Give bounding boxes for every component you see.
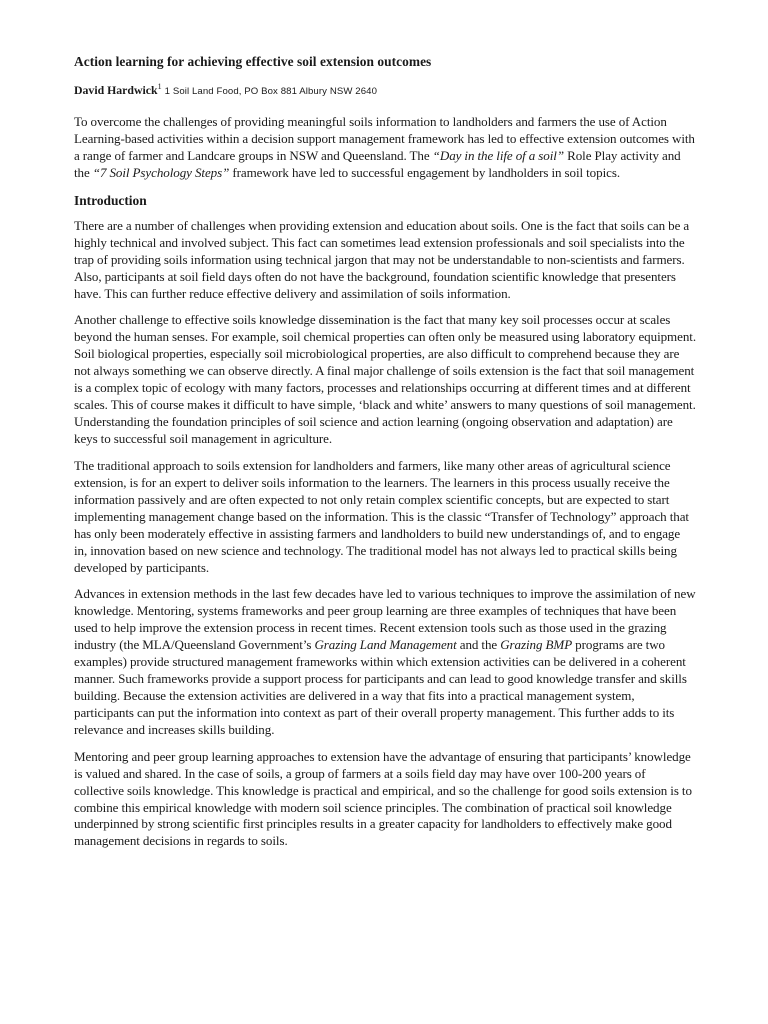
- section-heading-introduction: Introduction: [74, 192, 147, 208]
- p4-italic-2: Grazing BMP: [500, 637, 573, 653]
- p4-text-2: and the: [456, 637, 501, 653]
- document-content: [74, 52, 696, 860]
- abstract-paragraph: [74, 114, 696, 182]
- author-line: [74, 82, 696, 100]
- abstract-italic-1: “Day in the life of a soil”: [432, 147, 565, 163]
- intro-paragraph-3: The traditional approach to soils extension for landholders and farmers, like many other areas of agricultural science extension, is for an expert to deliver soils information to the learners. The learners in this process usually receive the information passively and are often expected to not only retain complex scientific concepts, but are expected to start implementing management change based on the information. This is the classic “Transfer of Technology” approach that has only been moderately effective in assisting farmers and landholders to build new understandings of, and to engage in, innovation based on new science and technology. The traditional model has not always led to practical skills being developed by participants.: [74, 457, 689, 575]
- intro-paragraph-4: [74, 586, 696, 739]
- intro-paragraph-1: There are a number of challenges when providing extension and education about soils. One is the fact that soils can be a highly technical and involved subject. This fact can sometimes lead extension professionals and soil specialists into the trap of providing soils information using technical jargon that may not be understandable to non-scientists and farmers. Also, participants at soil field days often do not have the background, foundation scientific knowledge that presenters have. This can further reduce effective delivery and assimilation of soils information.: [74, 217, 690, 301]
- paper-title: Action learning for achieving effective soil extension outcomes: [74, 54, 432, 69]
- p4-text-3: programs are two examples) provide structured management frameworks within which extension activities can be delivered in a coherent manner. Such frameworks provide a support process for participants and can lead to good knowledge transfer and skills building. Because the extension activities are delivered in a way that fits into a practical management system, participants can put the information into context as part of their overall property management. This further adds to its relevance and increases skills building.: [74, 637, 687, 737]
- p4-italic-1: Grazing Land Management: [314, 637, 457, 653]
- abstract-text-3: framework have led to successful engagement by landholders in soil topics.: [229, 164, 621, 180]
- author-affiliation: 1 Soil Land Food, PO Box 881 Albury NSW 2640: [164, 86, 378, 97]
- abstract-text-2: Role Play activity and the: [74, 147, 681, 180]
- intro-paragraph-5: Mentoring and peer group learning approaches to extension have the advantage of ensuring that participants’ knowledge is valued and shared. In the case of soils, a group of farmers at a soils field day may have over 100-200 years of collective soils knowledge. This knowledge is practical and empirical, and so the challenge for good soils extension is to combine this empirical knowledge with modern soil science principles. The combination of practical soil knowledge underpinned by strong scientific first principles results in a greater capacity for landholders to effectively make good management decisions in regards to soils.: [74, 748, 692, 849]
- author-name: David Hardwick: [74, 83, 158, 97]
- p4-text-1: Advances in extension methods in the last few decades have led to various techniques to improve the assimilation of new knowledge. Mentoring, systems frameworks and peer group learning are three examples of techniques that have been used to help improve the extension process in recent times. Recent extension tools such as those used in the grazing industry (the MLA/Queensland Government’s: [74, 586, 696, 653]
- abstract-italic-2: “7 Soil Psychology Steps”: [92, 164, 230, 180]
- author-superscript: 1: [157, 81, 162, 91]
- intro-paragraph-2: Another challenge to effective soils knowledge dissemination is the fact that many key soil processes occur at scales beyond the human senses. For example, soil chemical properties can often only be measured using laboratory equipment. Soil biological properties, especially soil microbiological properties, are also difficult to comprehend because they are not always something we can observe directly. A final major challenge of soils extension is the fact that soil management is a complex topic of ecology with many factors, processes and relationships occurring at different times and at different scales. This of course makes it difficult to have simple, ‘black and white’ answers to many questions of soil management. Understanding the foundation principles of soil science and action learning (ongoing observation and adaptation) are keys to successful soil management in agriculture.: [74, 312, 697, 447]
- abstract-text-1: To overcome the challenges of providing meaningful soils information to landholders and farmers the use of Action Learning-based activities within a decision support management framework has led to effective extension outcomes with a range of farmer and Landcare groups in NSW and Queensland. The: [74, 114, 695, 163]
